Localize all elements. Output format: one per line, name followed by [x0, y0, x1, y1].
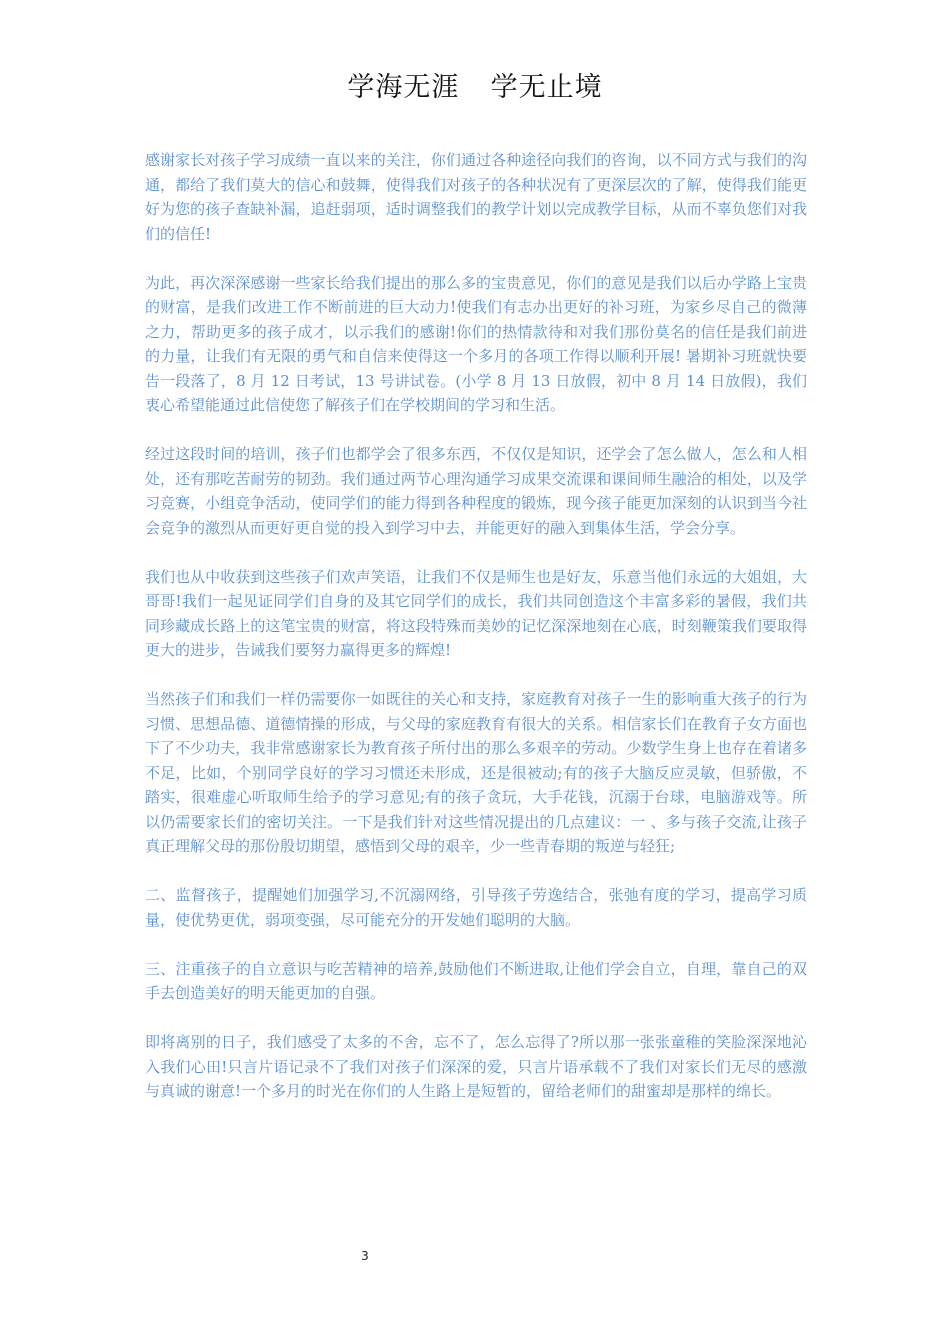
- paragraph-suggestion-three: 三、注重孩子的自立意识与吃苦精神的培养,鼓励他们不断进取,让他们学会自立，自理，靠自己的双手去创造美好的明天能更加的自强。: [145, 959, 807, 1002]
- paragraph-suggestion-two: 二、监督孩子，提醒她们加强学习,不沉溺网络，引导孩子劳逸结合，张弛有度的学习，提高学习质量，使优势更优，弱项变强，尽可能充分的开发她们聪明的大脑。: [145, 886, 807, 929]
- paragraph-support: 当然孩子们和我们一样仍需要你一如既往的关心和支持，家庭教育对孩子一生的影响重大孩子的行为习惯、思想品德、道德情操的形成，与父母的家庭教育有很大的关系。相信家长们在教育子女方面也下了不少功夫，我非常感谢家长为教育孩子所付出的那么多艰辛的劳动。少数学生身上也存在着诸多不足，比如，个别同学良好的学习习惯还未形成，还是很被动;有的孩子大脑反应灵敏，但骄傲，不踏实，很难虚心听取师生给予的学习意见;有的孩子贪玩，大手花钱，沉溺于台球，电脑游戏等。所以仍需要家长们的密切关注。一下是我们针对这些情况提出的几点建议：一 、多与孩子交流,让孩子真正理解父母的那份殷切期望，感悟到父母的艰辛，少一些青春期的叛逆与轻狂;: [145, 690, 807, 855]
- letter-body: [145, 148, 807, 1128]
- page-number: 3: [361, 1249, 369, 1263]
- paragraph-training: 经过这段时间的培训，孩子们也都学会了很多东西，不仅仅是知识，还学会了怎么做人，怎么和人相处，还有那吃苦耐劳的韧劲。我们通过两节心理沟通学习成果交流课和课间师生融洽的相处，以及学习竞赛，小组竞争活动，使同学们的能力得到各种程度的锻炼，现今孩子能更加深刻的认识到当今社会竞争的激烈从而更好更自觉的投入到学习中去，并能更好的融入到集体生活，学会分享。: [145, 445, 807, 537]
- paragraph-thanks: 感谢家长对孩子学习成绩一直以来的关注，你们通过各种途径向我们的咨询，以不同方式与我们的沟通，都给了我们莫大的信心和鼓舞，使得我们对孩子的各种状况有了更深层次的了解，使得我们能更好为您的孩子查缺补漏，追赶弱项，适时调整我们的教学计划以完成教学目标，从而不辜负您们对我们的信任!: [145, 151, 807, 243]
- paragraph-harvest: 我们也从中收获到这些孩子们欢声笑语，让我们不仅是师生也是好友，乐意当他们永远的大姐姐，大哥哥!我们一起见证同学们自身的及其它同学们的成长，我们共同创造这个丰富多彩的暑假，我们共同珍藏成长路上的这笔宝贵的财富，将这段特殊而美妙的记忆深深地刻在心底，时刻鞭策我们要取得更大的进步，告诫我们要努力赢得更多的辉煌!: [145, 567, 807, 659]
- page-header-title: 学海无涯 学无止境: [347, 72, 603, 103]
- paragraph-farewell: 即将离别的日子，我们感受了太多的不舍，忘不了，怎么忘得了?所以那一张张童稚的笑脸深深地沁入我们心田!只言片语记录不了我们对孩子们深深的爱，只言片语承载不了我们对家长们无尽的感激与真诚的谢意!一个多月的时光在你们的人生路上是短暂的，留给老师们的甜蜜却是那样的绵长。: [145, 1033, 807, 1100]
- paragraph-appreciation: 为此，再次深深感谢一些家长给我们提出的那么多的宝贵意见，你们的意见是我们以后办学路上宝贵的财富，是我们改进工作不断前进的巨大动力!使我们有志办出更好的补习班，为家乡尽自己的微薄之力，帮助更多的孩子成才，以示我们的感谢!你们的热情款待和对我们那份莫名的信任是我们前进的力量，让我们有无限的勇气和自信来使得这一个多月的各项工作得以顺利开展! 暑期补习班就快要告一段落了，8 月 12 日考试，13 号讲试卷。(小学 8 月 13 日放假，初中 8 月 14 日放假)，我们衷心希望能通过此信使您了解孩子们在学校期间的学习和生活。: [145, 273, 807, 414]
